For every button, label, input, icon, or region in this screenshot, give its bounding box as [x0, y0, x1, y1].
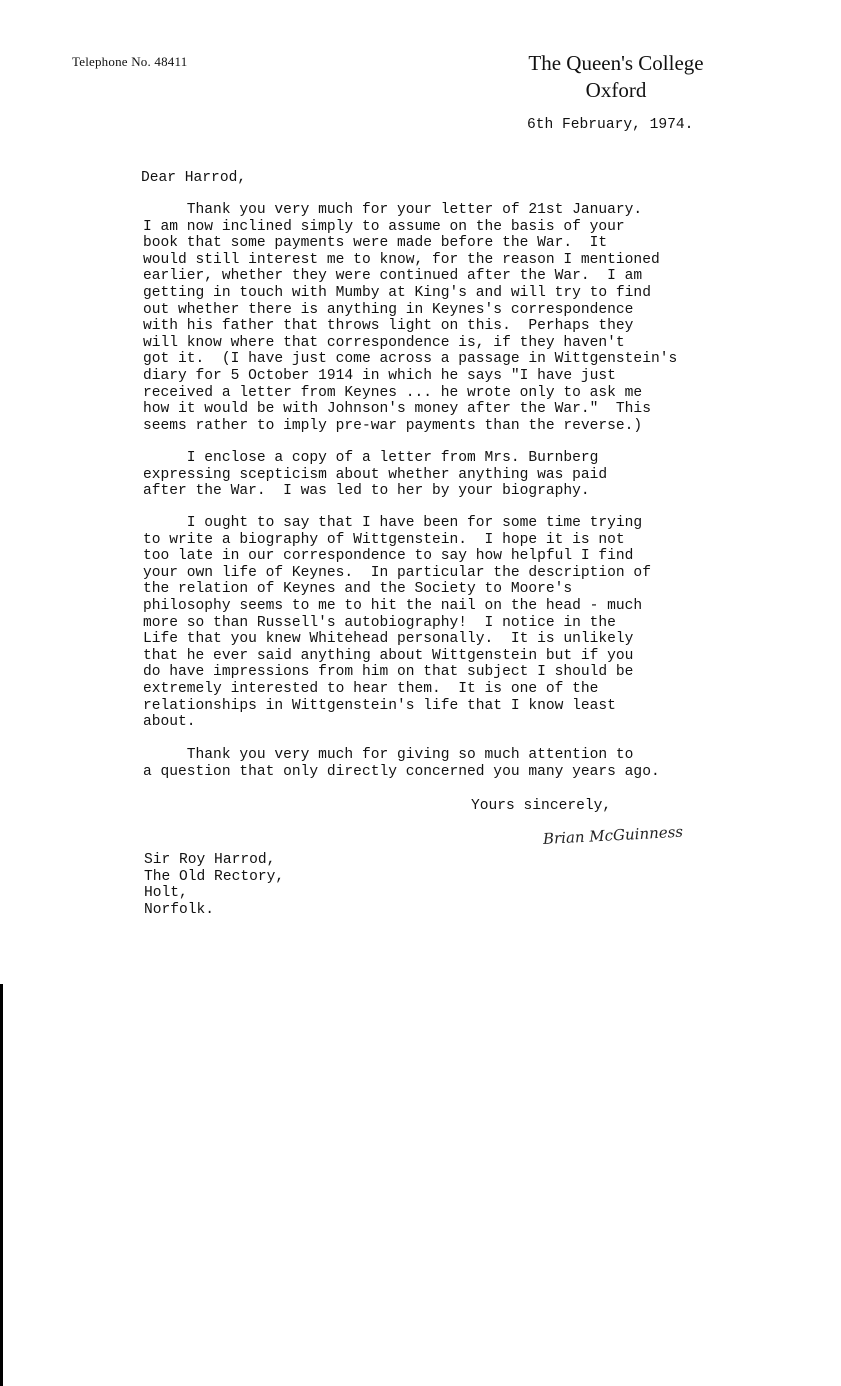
paragraph-1 [143, 202, 677, 434]
recipient-address [144, 852, 284, 918]
paragraph-line: expressing scepticism about whether anything was paid [143, 466, 608, 483]
paragraph-line: got it. (I have just come across a passage in Wittgenstein's [143, 351, 678, 368]
paragraph-line: how it would be with Johnson's money after the War." This [143, 401, 651, 418]
paragraph-line: would still interest me to know, for the reason I mentioned [143, 251, 660, 268]
paragraph-line: philosophy seems to me to hit the nail on the head - much [143, 597, 643, 614]
paragraph-line: Thank you very much for your letter of 21st January. [143, 202, 643, 218]
paragraph-line: seems rather to imply pre-war payments than the reverse.) [143, 417, 643, 434]
paragraph-line: with his father that throws light on this. Perhaps they [143, 318, 634, 335]
paragraph-2 [143, 450, 607, 500]
letterhead-college [500, 50, 732, 104]
scan-edge-mark [0, 984, 3, 1386]
paragraph-line: Thank you very much for giving so much attention to [143, 747, 634, 763]
paragraph-line: I ought to say that I have been for some time trying [143, 515, 643, 531]
address-line: The Old Rectory, [144, 868, 285, 885]
paragraph-line: about. [143, 714, 196, 731]
paragraph-line: will know where that correspondence is, if they haven't [143, 334, 625, 351]
signature: Brian McGuinness [542, 822, 684, 848]
college-city: Oxford [585, 78, 647, 102]
paragraph-line: Life that you knew Whitehead personally. It is unlikely [143, 631, 634, 648]
paragraph-line: your own life of Keynes. In particular the description of [143, 564, 651, 581]
paragraph-line: out whether there is anything in Keynes's correspondence [143, 301, 634, 318]
paragraph-line: to write a biography of Wittgenstein. I hope it is not [143, 531, 625, 548]
paragraph-line: do have impressions from him on that subject I should be [143, 664, 634, 681]
paragraph-line: I am now inclined simply to assume on the basis of your [143, 218, 625, 235]
paragraph-line: relationships in Wittgenstein's life that I know least [143, 697, 616, 714]
college-name: The Queen's College [528, 51, 704, 75]
paragraph-line: too late in our correspondence to say how helpful I find [143, 548, 634, 565]
letter-date: 6th February, 1974. [527, 117, 694, 133]
paragraph-4 [143, 747, 660, 780]
paragraph-line: received a letter from Keynes ... he wrote only to ask me [143, 384, 643, 401]
salutation: Dear Harrod, [141, 170, 247, 186]
letterhead-telephone: Telephone No. 48411 [72, 54, 188, 69]
address-line: Holt, [144, 885, 188, 902]
paragraph-line: diary for 5 October 1914 in which he says "I have just [143, 367, 616, 384]
paragraph-line: extremely interested to hear them. It is one of the [143, 680, 599, 697]
paragraph-line: getting in touch with Mumby at King's and will try to find [143, 284, 651, 301]
paragraph-3 [143, 515, 651, 731]
paragraph-line: book that some payments were made before the War. It [143, 235, 608, 252]
paragraph-line: earlier, whether they were continued after the War. I am [143, 268, 643, 285]
paragraph-line: more so than Russell's autobiography! I notice in the [143, 614, 616, 631]
address-line: Sir Roy Harrod, [144, 852, 276, 868]
closing: Yours sincerely, [471, 798, 612, 814]
paragraph-line: the relation of Keynes and the Society to Moore's [143, 581, 573, 598]
paragraph-line: after the War. I was led to her by your biography. [143, 483, 590, 500]
address-line: Norfolk. [144, 901, 215, 918]
paragraph-line: I enclose a copy of a letter from Mrs. Burnberg [143, 450, 599, 466]
paragraph-line: that he ever said anything about Wittgenstein but if you [143, 647, 634, 664]
paragraph-line: a question that only directly concerned you many years ago. [143, 763, 660, 780]
